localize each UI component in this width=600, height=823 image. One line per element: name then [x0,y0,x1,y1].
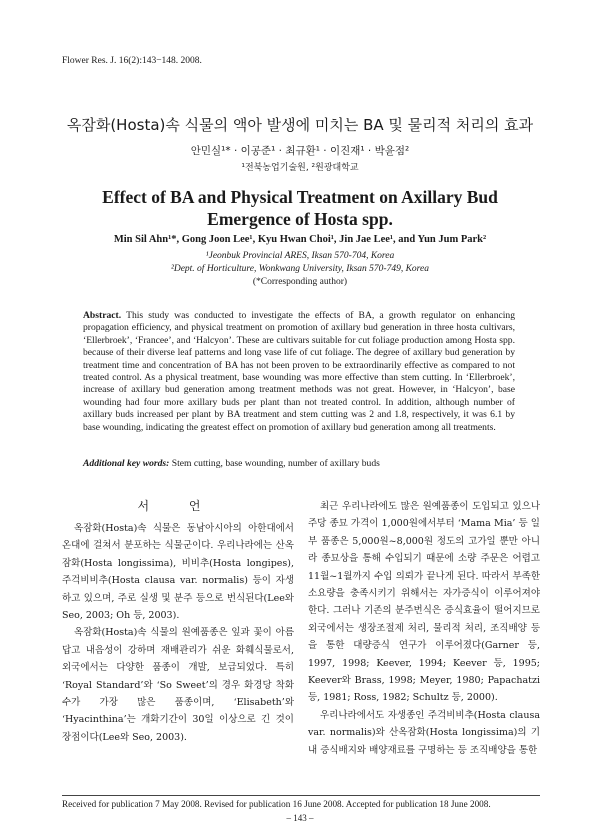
english-authors: Min Sil Ahn¹*, Gong Joon Lee¹, Kyu Hwan Choi¹, Jin Jae Lee¹, and Yun Jum Park² [113,234,487,245]
corresponding-author-note: (*Corresponding author) [252,277,348,287]
publication-dates: Received for publication 7 May 2008. Revised for publication 16 June 2008. Accepted for publication 18 June 2008. [62,799,491,809]
journal-reference: Flower Res. J. 16(2):143−148. 2008. [62,56,202,66]
english-title-line-2: Emergence of Hosta spp. [207,209,393,229]
korean-authors: 안민실¹* · 이공준¹ · 최규환¹ · 이진재¹ · 박윤점² [190,145,410,157]
right-column [308,498,540,759]
section-heading-introduction: 서 언 [137,499,219,513]
english-affiliation-1: ¹Jeonbuk Provincial ARES, Iksan 570-704, Korea [205,251,395,261]
page-number: – 143 – [286,813,314,823]
keywords-text: Stem cutting, base wounding, number of axillary buds [171,458,380,469]
korean-title: 옥잠화(Hosta)속 식물의 액아 발생에 미치는 BA 및 물리적 처리의 효과 [66,116,534,134]
english-title-line-1: Effect of BA and Physical Treatment on Axillary Bud [102,187,498,207]
korean-affiliations: ¹전북농업기술원, ²원광대학교 [241,163,359,173]
english-title [0,186,600,230]
right-paragraph-2: 우리나라에서도 자생종인 주걱비비추(Hosta clausa var. normalis)와 산옥잠화(Hosta longissima)의 기내 증식배지와 배양재료를 구명하는 등 조직배양을 통한 [308,709,540,756]
left-paragraph-2: 옥잠화(Hosta)속 식물의 원예품종은 잎과 꽃이 아름답고 내음성이 강하며 재배관리가 쉬운 화훼식물로서, 외국에서는 다양한 품종이 개발, 보급되었다. 특히 ‘Royal Standard’와 ‘So Sweet’의 경우 화경당 착화수가 가장 많은 품종이며, ‘Elisabeth’와 ‘Hyacinthina’는 개화기간이 30일 이상으로 긴 것이 장점이다(Lee와 Seo, 2003). [62,627,294,743]
keywords [83,458,523,469]
english-affiliation-2: ²Dept. of Horticulture, Wonkwang University, Iksan 570-749, Korea [170,264,429,274]
abstract [83,310,515,434]
keywords-label: Additional key words: [83,458,170,469]
footnote-divider [62,795,540,796]
left-paragraph-1: 옥잠화(Hosta)속 식물은 동남아시아의 아한대에서 온대에 걸쳐서 분포하는 식물군이다. 우리나라에는 산옥잠화(Hosta longissima), 비비추(Hosta longipes), 주걱비비추(Hosta clausa var. normalis) 등이 자생하고 있으며, 주로 실생 및 분주 등으로 번식된다(Lee와 Seo, 2003; Oh 등, 2003). [62,523,294,622]
left-column [62,520,294,746]
right-paragraph-1: 최근 우리나라에도 많은 원예품종이 도입되고 있으나 주당 종묘 가격이 1,000원에서부터 ‘Mama Mia’ 등 일부 품종은 5,000원~8,000원 정도의 고가일 뿐만 아니라 종묘상을 통해 수입되기 때문에 소량 주문은 어렵고 11월~1월까지 수입 의뢰가 끝나게 된다. 따라서 부족한 소요량을 충족시키기 위해서는 자가증식이 이루어져야 한다. 그러나 기존의 분주번식은 증식효율이 떨어지므로 외국에서는 생장조절제 처리, 물리적 처리, 조직배양 등을 통한 대량증식 연구가 이루어졌다(Garner 등, 1997, 1998; Keever, 1994; Keever 등, 1995; Keever와 Brass, 1998; Meyer, 1980; Papachatzi 등, 1981; Ross, 1982; Schultz 등, 2000). [308,501,540,704]
abstract-text: This study was conducted to investigate the effects of BA, a growth regulator on enhancing propagation efficiency, and physical treatment on promotion of axillary bud generation in three hosta cultivars, ‘Ellerbroek’, ‘Francee’, and ‘Halcyon’. These are cultivars suitable for cut foliage production among Hosta spp. because of their diverse leaf patterns and long vase life of cut foliage. The degree of axillary bud generation by treatment time and concentration of BA has not been proven to be extraordinarily effective as compared to not treated control. As a physical treatment, base wounding was more effective than stem cutting. In ‘Ellerbroek’, increase of axillary bud generation among treatment methods was not great. However, in ‘Halcyon’, base wounding had four more axillary buds per plant than not treated control. In addition, although number of axillary buds increased per plant by BA treatment and stem cutting was 2 and 1.8, respectively, it was 6.1 by base wounding, indicating the greatest effect on promotion of axillary bud generation among all treatments. [83,310,516,433]
abstract-label: Abstract. [83,310,122,321]
